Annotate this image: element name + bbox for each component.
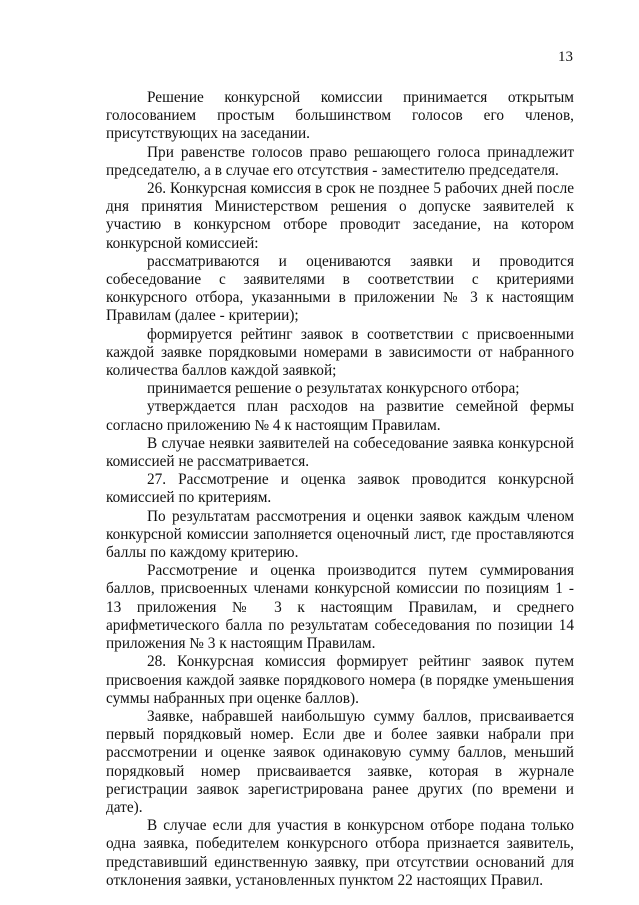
paragraph-item-26: 26. Конкурсная комиссия в срок не позднее 5 рабочих дней после дня принятия Министерством решения о допуске заявителей к участию в конкурсном отборе проводит заседание, на котором конкурсной комиссией: (106, 180, 574, 252)
paragraph-item-27: 27. Рассмотрение и оценка заявок проводится конкурсной комиссией по критериям. (106, 471, 574, 507)
paragraph-expense-plan: утверждается план расходов на развитие семейной фермы согласно приложению № 4 к настоящим Правилам. (106, 398, 574, 434)
paragraph-score-summing: Рассмотрение и оценка производится путем суммирования баллов, присвоенных членами конкурсной комиссии по позициям 1 - 13 приложения № 3 к настоящим Правилам, и среднего арифметического балла по результатам собеседования по позиции 14 приложения № 3 к настоящим Правилам. (106, 562, 574, 653)
paragraph-evaluation-sheet: По результатам рассмотрения и оценки заявок каждым членом конкурсной комиссии заполняется оценочный лист, где проставляются баллы по каждому критерию. (106, 507, 574, 562)
paragraph-rating-formation: формируется рейтинг заявок в соответствии с присвоенными каждой заявке порядковыми номерами в зависимости от набранного количества баллов каждой заявкой; (106, 325, 574, 380)
paragraph-results-decision: принимается решение о результатах конкурсного отбора; (147, 380, 520, 398)
paragraph-single-application: В случае если для участия в конкурсном отборе подана только одна заявка, победителем конкурсного отбора признается заявитель, представивший единственную заявку, при отсутствии оснований для отклонения заявки, установленных пунктом 22 настоящих Правил. (106, 817, 574, 889)
paragraph-no-show: В случае неявки заявителей на собеседование заявка конкурсной комиссией не рассматривается. (106, 434, 574, 471)
paragraph-tie-vote: При равенстве голосов право решающего голоса принадлежит председателю, а в случае его отсутствия - заместителю председателя. (106, 143, 574, 179)
paragraph-review-applications: рассматриваются и оцениваются заявки и проводится собеседование с заявителями в соответствии с критериями конкурсного отбора, указанными в приложении № 3 к настоящим Правилам (далее - критерии); (106, 252, 574, 325)
page-number: 13 (558, 49, 573, 65)
paragraph-item-28: 28. Конкурсная комиссия формирует рейтинг заявок путем присвоения каждой заявке порядкового номера (в порядке уменьшения суммы набранных при оценке баллов). (106, 653, 574, 707)
document-body (106, 89, 574, 890)
paragraph-decision-voting: Решение конкурсной комиссии принимается открытым голосованием простым большинством голосов его членов, присутствующих на заседании. (106, 89, 574, 143)
paragraph-first-number: Заявке, набравшей наибольшую сумму баллов, присваивается первый порядковый номер. Если две и более заявки набрали при рассмотрении и оценке заявок одинаковую сумму баллов, меньший порядковый номер присваивается заявке, которая в журнале регистрации заявок зарегистрирована ранее других (по времени и дате). (106, 707, 574, 816)
